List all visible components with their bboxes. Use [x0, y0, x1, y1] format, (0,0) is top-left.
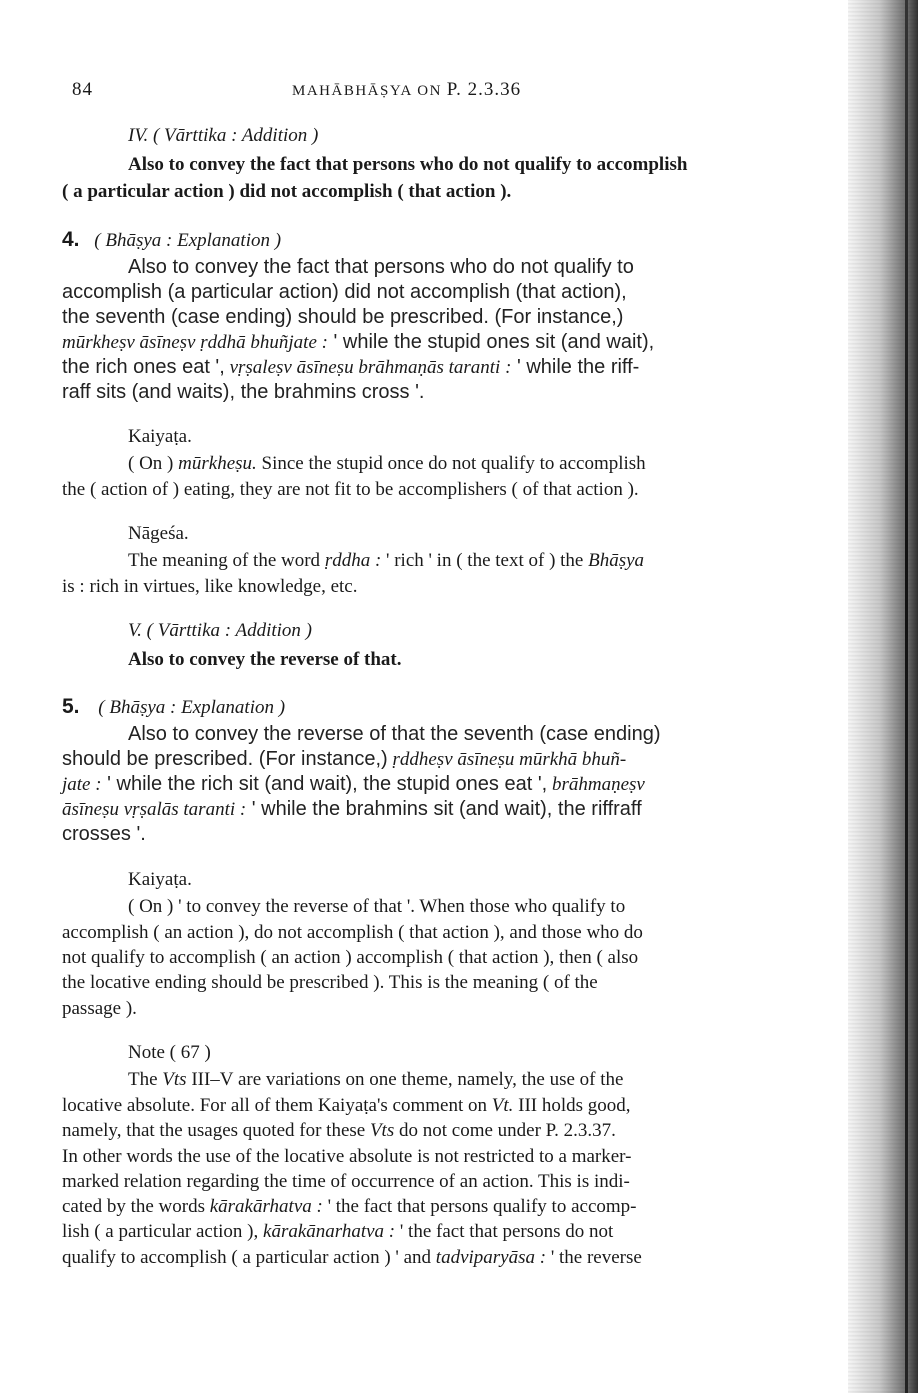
nagesa-line-2: is : rich in virtues, like knowledge, etc. [62, 576, 358, 597]
varttika-4-line-1: Also to convey the fact that persons who do not qualify to accomplish [128, 154, 688, 175]
kaiyata-5-line-3: not qualify to accomplish ( an action ) accomplish ( that action ), then ( also [62, 947, 639, 968]
note-line-3: namely, that the usages quoted for these Vts do not come under P. 2.3.37. [62, 1120, 616, 1141]
note-line-4: In other words the use of the locative absolute is not restricted to a marker- [62, 1146, 632, 1167]
sutra-reference: P. 2.3.36 [446, 79, 522, 100]
kaiyata-4-line-1: ( On ) mūrkheṣu. Since the stupid once do not qualify to accomplish [128, 453, 646, 474]
kaiyata-5-heading: Kaiyaṭa. [128, 869, 192, 890]
bhasya-4-title: ( Bhāṣya : Explanation ) [94, 230, 282, 251]
bhasya-4-line-1: Also to convey the fact that persons who do not qualify to [128, 256, 634, 278]
note-line-6: cated by the words kārakārhatva : ' the fact that persons qualify to accomp- [62, 1196, 637, 1217]
varttika-5-heading: V. ( Vārttika : Addition ) [128, 620, 313, 641]
varttika-4-line-2: ( a particular action ) did not accomplish ( that action ). [62, 181, 512, 202]
varttika-5-text: Also to convey the reverse of that. [128, 649, 402, 670]
bhasya-4-line-2: accomplish (a particular action) did not accomplish (that action), [62, 281, 627, 303]
note-line-5: marked relation regarding the time of occurrence of an action. This is indi- [62, 1171, 630, 1192]
bhasya-4-line-4: mūrkheṣv āsīneṣv ṛddhā bhuñjate : ' while the stupid ones sit (and wait), [62, 331, 655, 353]
bhasya-5-line-5: crosses '. [62, 823, 146, 845]
page-number: 84 [72, 79, 93, 100]
kaiyata-4-line-2: the ( action of ) eating, they are not fit to be accomplishers ( of that action ). [62, 479, 639, 500]
kaiyata-5-line-5: passage ). [62, 998, 137, 1019]
bhasya-4-heading [62, 228, 281, 253]
nagesa-line-1: The meaning of the word ṛddha : ' rich ' in ( the text of ) the Bhāṣya [128, 550, 645, 571]
kaiyata-5-line-2: accomplish ( an action ), do not accomplish ( that action ), and those who do [62, 922, 643, 943]
bhasya-5-line-1: Also to convey the reverse of that the seventh (case ending) [128, 723, 661, 745]
running-header [292, 78, 521, 103]
nagesa-heading: Nāgeśa. [128, 523, 189, 544]
bhasya-4-number: 4. [62, 228, 80, 251]
bhasya-4-line-5: the rich ones eat ', vṛṣaleṣv āsīneṣu brāhmaṇās taranti : ' while the riff- [62, 356, 640, 378]
book-spine-edge [905, 0, 908, 1393]
note-line-1: The Vts III–V are variations on one theme, namely, the use of the [128, 1069, 624, 1090]
running-title: MAHĀBHĀṢYA ON [292, 83, 442, 99]
bhasya-5-line-2: should be prescribed. (For instance,) ṛddheṣv āsīneṣu mūrkhā bhuñ- [62, 748, 627, 770]
bhasya-5-line-4: āsīneṣu vṛṣalās taranti : ' while the brahmins sit (and wait), the riffraff [62, 798, 642, 820]
note-heading: Note ( 67 ) [128, 1042, 211, 1063]
note-line-8: qualify to accomplish ( a particular action ) ' and tadviparyāsa : ' the reverse [62, 1247, 642, 1268]
bhasya-4-line-3: the seventh (case ending) should be prescribed. (For instance,) [62, 306, 624, 328]
bhasya-5-heading [62, 695, 285, 720]
note-line-7: lish ( a particular action ), kārakānarhatva : ' the fact that persons do not [62, 1221, 614, 1242]
varttika-4-heading: IV. ( Vārttika : Addition ) [128, 125, 319, 146]
bhasya-5-title: ( Bhāṣya : Explanation ) [98, 697, 286, 718]
note-line-2: locative absolute. For all of them Kaiyaṭa's comment on Vt. III holds good, [62, 1095, 631, 1116]
kaiyata-5-line-1: ( On ) ' to convey the reverse of that '. When those who qualify to [128, 896, 626, 917]
bhasya-5-number: 5. [62, 695, 80, 718]
bhasya-4-line-6: raff sits (and waits), the brahmins cross '. [62, 381, 425, 403]
bhasya-5-line-3: jate : ' while the rich sit (and wait), the stupid ones eat ', brāhmaṇeṣv [62, 773, 645, 795]
kaiyata-5-line-4: the locative ending should be prescribed ). This is the meaning ( of the [62, 972, 598, 993]
kaiyata-4-heading: Kaiyaṭa. [128, 426, 192, 447]
